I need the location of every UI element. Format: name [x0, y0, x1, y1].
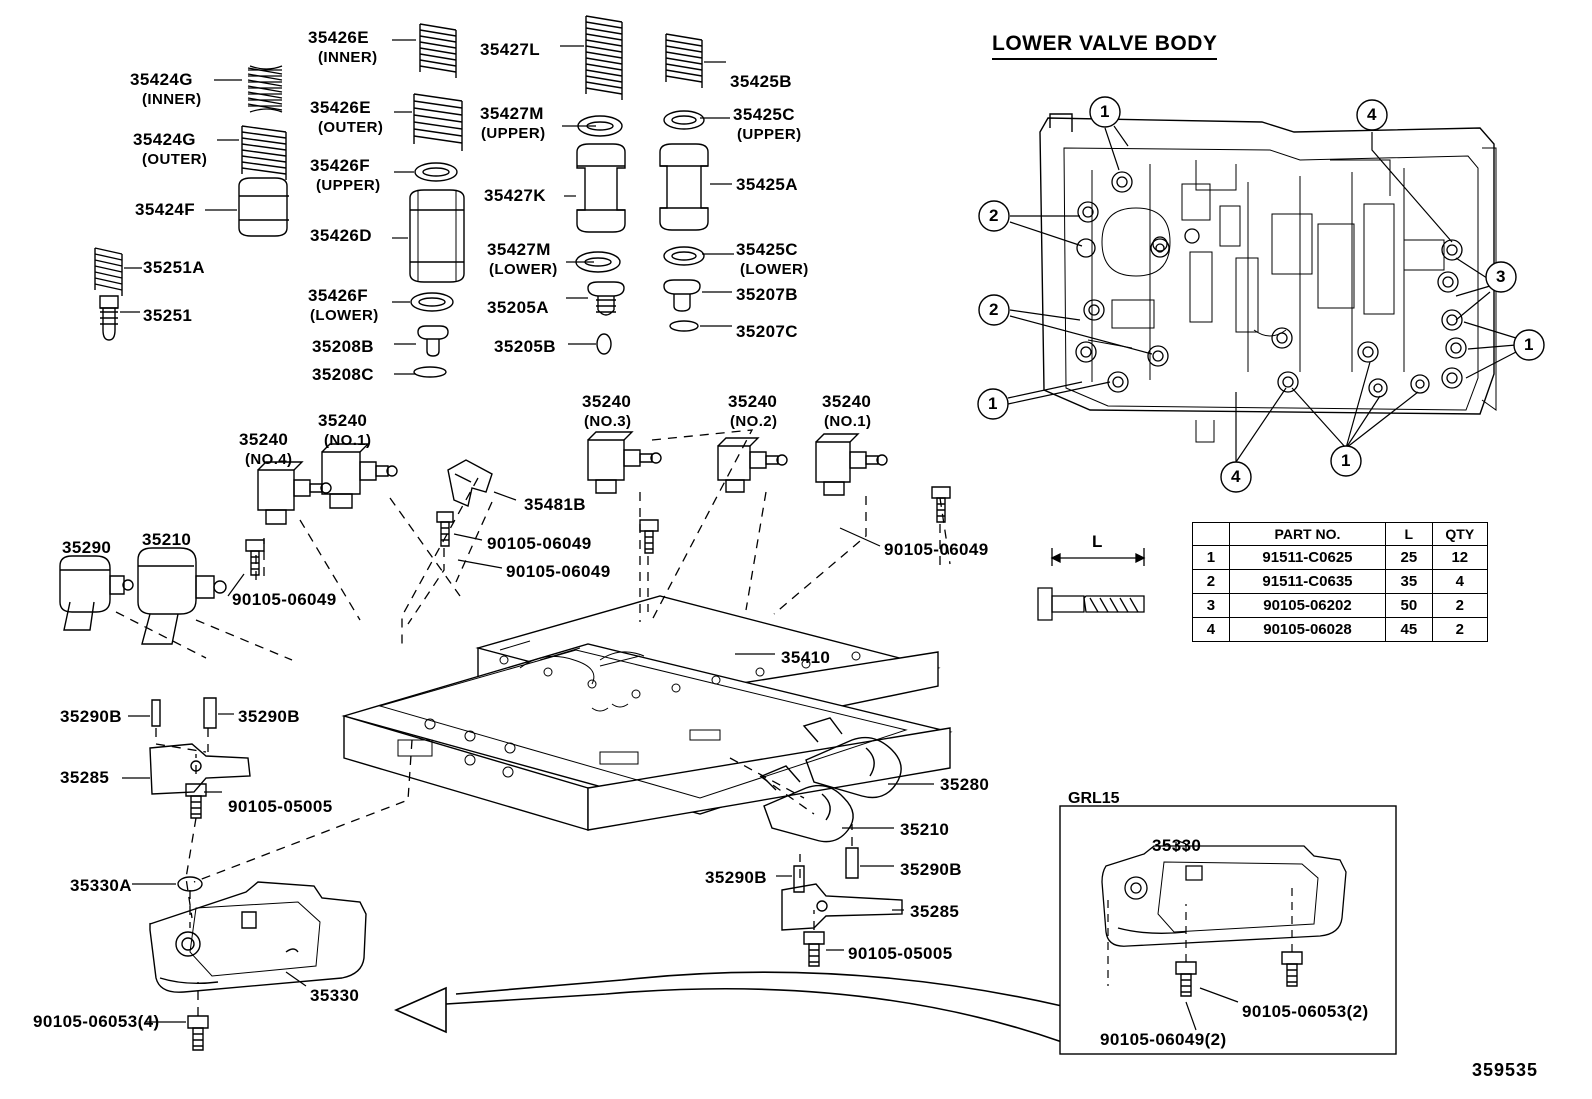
callout-3-a: 3	[1496, 267, 1506, 286]
label-35208C: 35208C	[312, 365, 374, 384]
label-35240-no1-a-code: 35240	[318, 411, 368, 430]
table-header-row	[1193, 523, 1488, 546]
callout-1-c: 1	[988, 394, 998, 413]
label-90105-06049-2: 90105-06049(2)	[1100, 1030, 1227, 1049]
label-35240-no2-code: 35240	[728, 392, 778, 411]
row-qty: 2	[1432, 594, 1487, 618]
label-35426E-outer-code: 35426E	[310, 98, 372, 117]
row-no: 2	[1193, 570, 1230, 594]
label-35426D: 35426D	[310, 226, 372, 245]
row-qty: 4	[1432, 570, 1487, 594]
label-35425A: 35425A	[736, 175, 798, 194]
label-35330A: 35330A	[70, 876, 132, 895]
label-35427M-lower-code: 35427M	[487, 240, 551, 259]
label-35240-no3-sub: (NO.3)	[584, 413, 632, 430]
label-35424G-inner-sub: (INNER)	[142, 91, 202, 108]
label-90105-05005-b: 90105-05005	[848, 944, 953, 963]
row-part-no: 90105-06028	[1229, 618, 1385, 642]
label-35205A: 35205A	[487, 298, 549, 317]
table-row	[1193, 618, 1488, 642]
callout-1-b: 1	[1524, 335, 1534, 354]
drawing-code: 359535	[1472, 1060, 1539, 1080]
label-35290: 35290	[62, 538, 112, 557]
label-35425B: 35425B	[730, 72, 792, 91]
row-qty: 12	[1432, 546, 1487, 570]
label-35240-no2-sub: (NO.2)	[730, 413, 778, 430]
label-35427M-lower-sub: (LOWER)	[489, 261, 558, 278]
label-35285-a: 35285	[60, 768, 110, 787]
label-35210-top: 35210	[142, 530, 192, 549]
label-35424G-inner-code: 35424G	[130, 70, 193, 89]
label-35410: 35410	[781, 648, 831, 667]
label-35251A: 35251A	[143, 258, 205, 277]
label-35427L: 35427L	[480, 40, 541, 59]
header-qty: QTY	[1432, 523, 1487, 546]
table-row	[1193, 570, 1488, 594]
label-90105-06049-c: 90105-06049	[884, 540, 989, 559]
label-35290B-a: 35290B	[60, 707, 122, 726]
row-part-no: 91511-C0635	[1229, 570, 1385, 594]
label-35426F-upper-code: 35426F	[310, 156, 371, 175]
label-35427K: 35427K	[484, 186, 546, 205]
label-35481B: 35481B	[524, 495, 586, 514]
callout-4-b: 4	[1231, 467, 1241, 486]
label-35240-no1-b-sub: (NO.1)	[824, 413, 872, 430]
callout-1-d: 1	[1341, 451, 1351, 470]
row-l: 50	[1386, 594, 1433, 618]
label-35240-no3-code: 35240	[582, 392, 632, 411]
label-35426F-lower-code: 35426F	[308, 286, 369, 305]
label-35426F-upper-sub: (UPPER)	[316, 177, 381, 194]
callout-2-b: 2	[989, 300, 999, 319]
header-l: L	[1386, 523, 1433, 546]
label-35425C-upper-sub: (UPPER)	[737, 126, 802, 143]
row-l: 25	[1386, 546, 1433, 570]
table-row	[1193, 594, 1488, 618]
row-no: 1	[1193, 546, 1230, 570]
label-90105-06053-2: 90105-06053(2)	[1242, 1002, 1369, 1021]
label-35210-bottom: 35210	[900, 820, 950, 839]
label-35426E-outer-sub: (OUTER)	[318, 119, 384, 136]
label-35207C: 35207C	[736, 322, 798, 341]
label-35240-no1-a-sub: (NO.1)	[324, 432, 372, 449]
row-no: 3	[1193, 594, 1230, 618]
label-35240-no1-b-code: 35240	[822, 392, 872, 411]
label-35240-no4-sub: (NO.4)	[245, 451, 293, 468]
header-part-no: PART NO.	[1229, 523, 1385, 546]
label-35426E-inner-sub: (INNER)	[318, 49, 378, 66]
row-qty: 2	[1432, 618, 1487, 642]
label-35424G-outer-code: 35424G	[133, 130, 196, 149]
label-35425C-upper-code: 35425C	[733, 105, 795, 124]
callout-1-a: 1	[1100, 102, 1110, 121]
parts-table	[1192, 522, 1488, 642]
bolt-length-label: L	[1092, 532, 1103, 551]
row-part-no: 90105-06202	[1229, 594, 1385, 618]
callout-4-a: 4	[1367, 105, 1377, 124]
callout-2-a: 2	[989, 206, 999, 225]
label-35280: 35280	[940, 775, 990, 794]
label-35330-inset: 35330	[1152, 836, 1202, 855]
label-35427M-upper-sub: (UPPER)	[481, 125, 546, 142]
label-35285-b: 35285	[910, 902, 960, 921]
table-row	[1193, 546, 1488, 570]
label-35290B-c: 35290B	[705, 868, 767, 887]
label-90105-06049-b: 90105-06049	[506, 562, 611, 581]
label-90105-05005-a: 90105-05005	[228, 797, 333, 816]
label-90105-06053-4: 90105-06053(4)	[33, 1012, 160, 1031]
label-35425C-lower-code: 35425C	[736, 240, 798, 259]
row-no: 4	[1193, 618, 1230, 642]
label-35208B: 35208B	[312, 337, 374, 356]
label-35425C-lower-sub: (LOWER)	[740, 261, 809, 278]
label-35290B-d: 35290B	[900, 860, 962, 879]
diagram-title: LOWER VALVE BODY	[992, 32, 1217, 60]
label-90105-06049-a: 90105-06049	[487, 534, 592, 553]
label-90105-06049-d: 90105-06049	[232, 590, 337, 609]
label-35251: 35251	[143, 306, 193, 325]
label-35427M-upper-code: 35427M	[480, 104, 544, 123]
label-35424F: 35424F	[135, 200, 196, 219]
header-no	[1193, 523, 1230, 546]
row-part-no: 91511-C0625	[1229, 546, 1385, 570]
inset-label-grl15: GRL15	[1068, 790, 1120, 807]
label-35424G-outer-sub: (OUTER)	[142, 151, 208, 168]
row-l: 45	[1386, 618, 1433, 642]
label-35290B-b: 35290B	[238, 707, 300, 726]
label-35207B: 35207B	[736, 285, 798, 304]
label-35240-no4-code: 35240	[239, 430, 289, 449]
label-35330-main: 35330	[310, 986, 360, 1005]
label-35426E-inner-code: 35426E	[308, 28, 370, 47]
label-35426F-lower-sub: (LOWER)	[310, 307, 379, 324]
row-l: 35	[1386, 570, 1433, 594]
label-35205B: 35205B	[494, 337, 556, 356]
